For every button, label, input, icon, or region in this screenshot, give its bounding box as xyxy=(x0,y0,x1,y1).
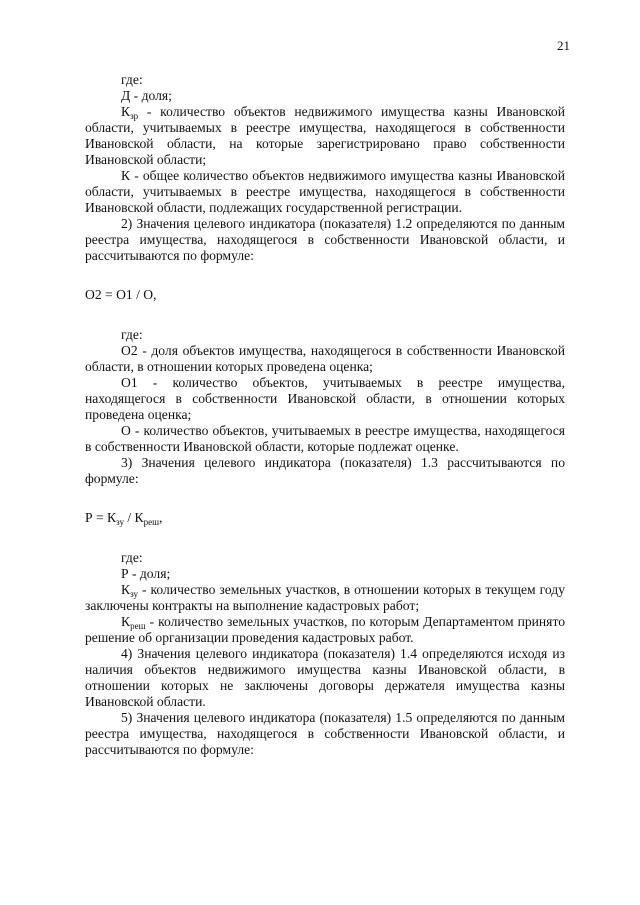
formula-p-lhs: Р = К xyxy=(85,510,117,525)
definition-kresh xyxy=(85,614,565,646)
formula-o2: О2 = О1 / О, xyxy=(85,287,157,302)
page-number: 21 xyxy=(557,38,570,53)
definition-kzr xyxy=(85,104,565,168)
item-4-text: 4) Значения целевого индикатора (показателя) 1.4 определяются исходя из наличия объектов недвижимого имущества казны Ивановской области, в отношении которых не заключены договоры держателя имущества казны Ивановской области. xyxy=(85,646,565,709)
where-label-2: где: xyxy=(121,327,143,342)
definition-o2: О2 - доля объектов имущества, находящегося в собственности Ивановской области, в отношении которых проведена оценка; xyxy=(85,343,565,374)
kzr-symbol: К xyxy=(121,104,131,119)
kzu-subscript: зу xyxy=(130,589,138,599)
item-5-text: 5) Значения целевого индикатора (показателя) 1.5 определяются по данным реестра имущества, находящегося в собственности Ивановской области, и рассчитываются по формуле: xyxy=(85,710,565,757)
kzu-symbol: К xyxy=(121,582,131,597)
kzu-text: - количество земельных участков, в отношении которых в текущем году заключены контракты на выполнение кадастровых работ; xyxy=(85,582,565,613)
formula-p-mid: / К xyxy=(123,510,144,525)
kzr-text: количество объектов недвижимого имущества казны Ивановской области, учитываемых в реестре имущества, находящегося в собственности Ивановской области, на которые зарегистрировано право собственности Ивановской области; xyxy=(85,104,565,167)
definition-o1: О1 - количество объектов, учитываемых в реестре имущества, находящегося в собственности Ивановской области, в отношении которых проведена оценка; xyxy=(85,375,565,422)
item-3-text: 3) Значения целевого индикатора (показателя) 1.3 рассчитываются по формуле: xyxy=(85,455,565,486)
definition-d: Д - доля; xyxy=(121,88,172,103)
formula-p-sub2: реш xyxy=(143,517,160,527)
formula-p-sub1: зу xyxy=(116,517,124,527)
item-2-text: 2) Значения целевого индикатора (показателя) 1.2 определяются по данным реестра имущества, находящегося в собственности Ивановской области, и рассчитываются по формуле: xyxy=(85,216,565,263)
where-label-3: где: xyxy=(121,550,143,565)
definition-p: Р - доля; xyxy=(121,566,171,581)
formula-p-end: , xyxy=(159,510,163,525)
kresh-subscript: реш xyxy=(130,621,146,631)
definition-k: К - общее количество объектов недвижимого имущества казны Ивановской области, учитываемых в реестре имущества, находящегося в собственности Ивановской области, подлежащих государственной регистрации. xyxy=(85,168,565,215)
kresh-text: - количество земельных участков, по которым Департаментом принято решение об организации проведения кадастровых работ. xyxy=(85,614,565,645)
document-body xyxy=(85,72,565,758)
kzr-subscript: зр xyxy=(130,111,139,121)
definition-kzu xyxy=(85,582,565,614)
kzr-dash: - xyxy=(138,104,161,119)
where-label-1: где: xyxy=(121,72,143,87)
formula-p xyxy=(85,510,565,526)
definition-o: О - количество объектов, учитываемых в реестре имущества, находящегося в собственности Ивановской области, которые подлежат оценке. xyxy=(85,423,565,454)
kresh-symbol: К xyxy=(121,614,131,629)
